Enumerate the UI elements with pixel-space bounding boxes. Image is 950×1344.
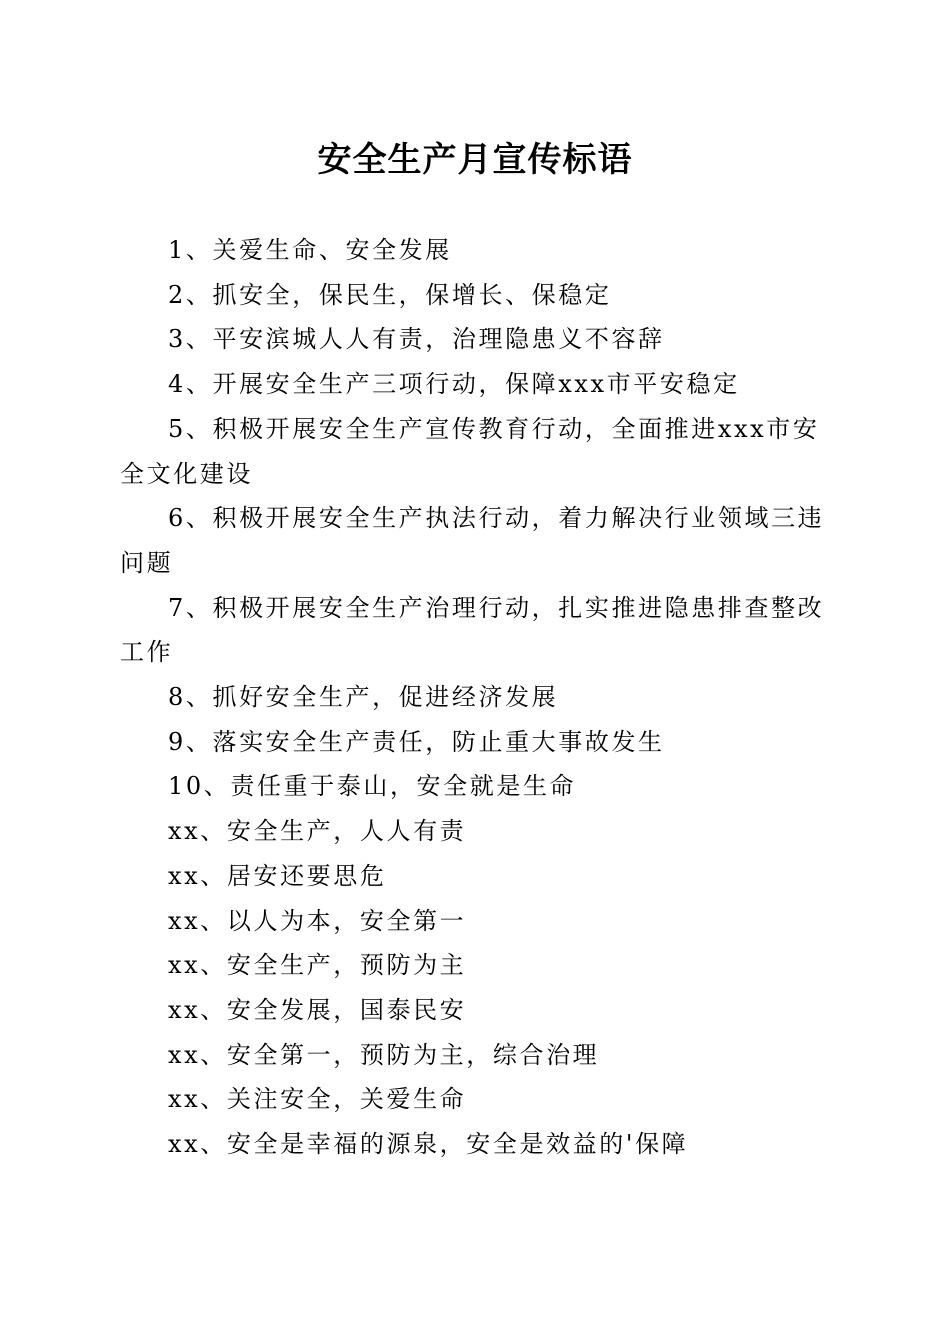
slogan-item: xx、安全生产，预防为主 — [168, 951, 467, 980]
slogan-item: 3、平安滨城人人有责，治理隐患义不容辞 — [168, 325, 665, 354]
document-title: 安全生产月宣传标语 — [317, 140, 633, 180]
slogan-item: 7、积极开展安全生产治理行动，扎实推进隐患排查整改工作 — [120, 593, 825, 667]
slogan-item: 10、责任重于泰山，安全就是生命 — [168, 772, 577, 801]
slogan-item: xx、安全发展，国泰民安 — [168, 995, 467, 1024]
slogan-item: xx、以人为本，安全第一 — [168, 906, 467, 935]
slogan-item: xx、关注安全，关爱生命 — [168, 1085, 467, 1114]
slogan-list — [120, 228, 825, 1167]
slogan-item: 5、积极开展安全生产宣传教育行动，全面推进xxx市安全文化建设 — [120, 414, 820, 488]
slogan-item: 8、抓好安全生产，促进经济发展 — [168, 683, 559, 712]
slogan-item: 4、开展安全生产三项行动，保障xxx市平安稳定 — [168, 370, 740, 399]
slogan-item: 9、落实安全生产责任，防止重大事故发生 — [168, 727, 665, 756]
slogan-item: 6、积极开展安全生产执法行动，着力解决行业领域三违问题 — [120, 504, 825, 577]
slogan-item: 1、关爱生命、安全发展 — [168, 236, 452, 264]
slogan-item: 2、抓安全，保民生，保增长、保稳定 — [168, 280, 612, 309]
slogan-item: xx、安全生产，人人有责 — [168, 817, 467, 846]
slogan-item: xx、居安还要思危 — [168, 861, 387, 890]
slogan-item: xx、安全第一，预防为主，综合治理 — [168, 1040, 600, 1069]
slogan-item: xx、安全是幸福的源泉，安全是效益的'保障 — [168, 1130, 689, 1159]
